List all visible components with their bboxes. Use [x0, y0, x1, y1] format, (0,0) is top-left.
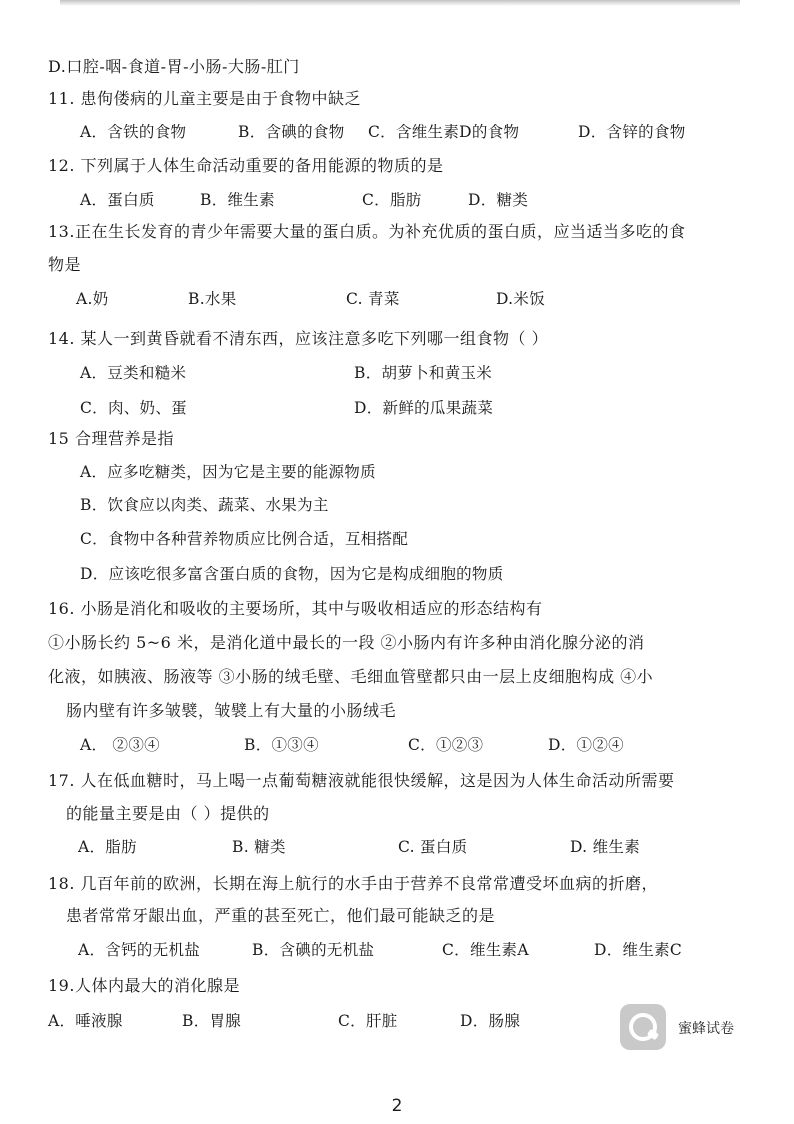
q16-body-line1: ①小肠长约 5~6 米，是消化道中最长的一段 ②小肠内有许多种由消化腺分泌的消 — [48, 633, 645, 652]
q16-stem: 16. 小肠是消化和吸收的主要场所，其中与吸收相适应的形态结构有 — [48, 599, 543, 618]
q11-option-b[interactable]: B．含碘的食物 — [238, 123, 345, 141]
q16-option-d[interactable]: D．①②④ — [548, 736, 624, 754]
q17-option-b[interactable]: B. 糖类 — [232, 838, 286, 856]
q12-option-d[interactable]: D．糖类 — [468, 191, 529, 209]
q18-option-c[interactable]: C．维生素A — [442, 941, 529, 959]
q15-option-a[interactable]: A．应多吃糖类，因为它是主要的能源物质 — [80, 463, 376, 481]
q13-option-a[interactable]: A.奶 — [76, 290, 109, 308]
q13-stem-line1: 13.正在生长发育的青少年需要大量的蛋白质。为补充优质的蛋白质，应当适当多吃的食 — [48, 222, 686, 241]
q15-stem: 15 合理营养是指 — [48, 429, 174, 448]
brand-logo-icon — [620, 1004, 666, 1050]
q13-option-d[interactable]: D.米饭 — [496, 290, 546, 308]
q18-option-d[interactable]: D．维生素C — [594, 941, 683, 959]
q19-option-b[interactable]: B．胃腺 — [182, 1012, 242, 1030]
page-number: 2 — [391, 1096, 403, 1116]
q19-option-d[interactable]: D．肠腺 — [460, 1012, 521, 1030]
q11-option-c[interactable]: C．含维生素D的食物 — [368, 123, 520, 141]
q17-option-d[interactable]: D. 维生素 — [570, 838, 641, 856]
q19-stem: 19.人体内最大的消化腺是 — [48, 976, 240, 995]
q15-option-d[interactable]: D．应该吃很多富含蛋白质的食物，因为它是构成细胞的物质 — [80, 565, 504, 583]
q17-option-a[interactable]: A．脂肪 — [78, 838, 137, 856]
q19-option-c[interactable]: C．肝脏 — [338, 1012, 398, 1030]
q17-option-c[interactable]: C. 蛋白质 — [398, 838, 468, 856]
q14-stem: 14. 某人一到黄昏就看不清东西，应该注意多吃下列哪一组食物（ ） — [48, 329, 549, 348]
scan-edge — [60, 0, 740, 6]
q15-option-c[interactable]: C．食物中各种营养物质应比例合适，互相搭配 — [80, 530, 409, 548]
q13-option-c[interactable]: C. 青菜 — [346, 290, 400, 308]
q14-option-a[interactable]: A．豆类和糙米 — [80, 364, 187, 382]
q18-stem-line1: 18. 几百年前的欧洲，长期在海上航行的水手由于营养不良常常遭受坏血病的折磨， — [48, 874, 659, 893]
q12-option-c[interactable]: C．脂肪 — [362, 191, 422, 209]
q16-body-line3: 肠内壁有许多皱襞，皱襞上有大量的小肠绒毛 — [66, 701, 397, 720]
q17-stem-line1: 17. 人在低血糖时，马上喝一点葡萄糖液就能很快缓解，这是因为人体生命活动所需要 — [48, 771, 675, 790]
brand-watermark: 蜜蜂试卷 — [678, 1021, 734, 1037]
q13-option-b[interactable]: B.水果 — [188, 290, 237, 308]
q18-option-b[interactable]: B．含碘的无机盐 — [252, 941, 375, 959]
q18-option-a[interactable]: A．含钙的无机盐 — [78, 941, 201, 959]
q16-option-c[interactable]: C．①②③ — [408, 736, 484, 754]
q14-option-c[interactable]: C．肉、奶、蛋 — [80, 399, 187, 417]
q18-stem-line2: 患者常常牙龈出血，严重的甚至死亡，他们最可能缺乏的是 — [66, 906, 496, 925]
q12-option-b[interactable]: B．维生素 — [200, 191, 275, 209]
q16-option-b[interactable]: B．①③④ — [244, 736, 319, 754]
q11-option-d[interactable]: D．含锌的食物 — [578, 123, 686, 141]
q14-option-b[interactable]: B．胡萝卜和黄玉米 — [354, 364, 493, 382]
q11-stem: 11. 患佝偻病的儿童主要是由于食物中缺乏 — [48, 89, 362, 108]
q12-option-a[interactable]: A．蛋白质 — [80, 191, 155, 209]
q12-stem: 12. 下列属于人体生命活动重要的备用能源的物质的是 — [48, 156, 444, 175]
q14-option-d[interactable]: D．新鲜的瓜果蔬菜 — [354, 399, 494, 417]
q15-option-b[interactable]: B．饮食应以肉类、蔬菜、水果为主 — [80, 496, 329, 514]
q19-option-a[interactable]: A．唾液腺 — [48, 1012, 123, 1030]
q16-body-line2: 化液，如胰液、肠液等 ③小肠的绒毛壁、毛细血管壁都只由一层上皮细胞构成 ④小 — [48, 667, 654, 686]
q17-stem-line2: 的能量主要是由（ ）提供的 — [66, 804, 270, 823]
q16-option-a[interactable]: A． ②③④ — [80, 736, 160, 754]
q10-option-d: D.口腔-咽-食道-胃-小肠-大肠-肛门 — [48, 57, 300, 76]
q11-option-a[interactable]: A．含铁的食物 — [80, 123, 187, 141]
q13-stem-line2: 物是 — [48, 255, 82, 274]
